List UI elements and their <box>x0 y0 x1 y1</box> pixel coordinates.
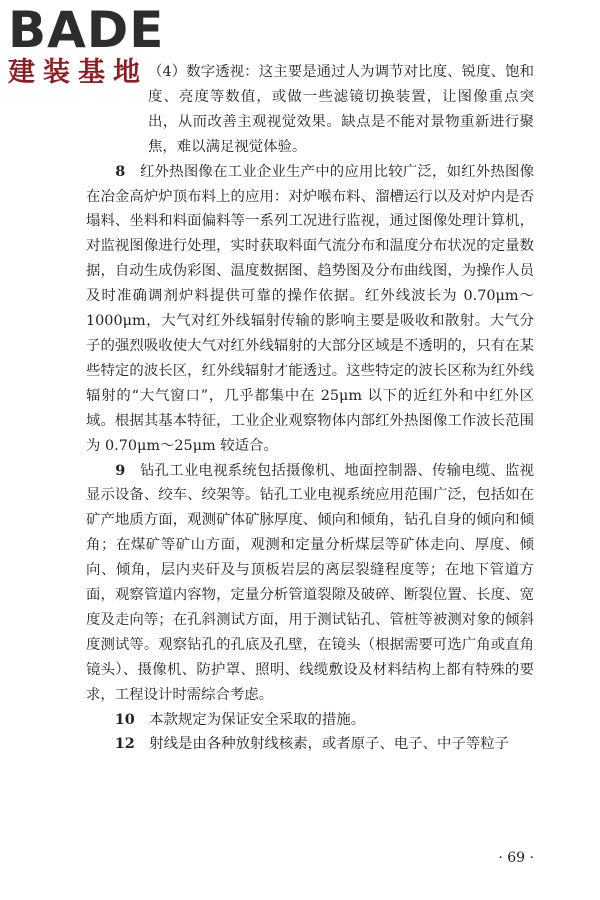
clause-number: 9 <box>115 461 126 479</box>
page-number: · 69 · <box>498 850 534 866</box>
paragraph-text: 射线是由各种放射线核素，或者原子、电子、中子等粒子 <box>149 736 510 753</box>
logo-subtitle: 建装基地 <box>8 57 148 88</box>
paragraph-12 <box>86 732 534 757</box>
paragraph-9 <box>86 459 534 708</box>
paragraph-text: 红外热图像在工业企业生产中的应用比较广泛，如红外热图像在冶金高炉炉顶布料上的应用：对炉喉布料、溜槽运行以及对炉内是否塌料、坐料和料面偏料等一系列工况进行监视，通过图像处理计算机，对监视图像进行处理，实时获取料面气流分布和温度分布状况的定量数据，自动生成伪彩图、温度数据图、趋势图及分布曲线图，为操作人员及时准确调剂炉料提供可靠的操作依据。红外线波长为 0.70μm～1000μm，大气对红外线辐射传输的影响主要是吸收和散射。大气分子的强烈吸收使大气对红外线辐射的大部分区域是不透明的，只有在某些特定的波长区，红外线辐射才能透过。这些特定的波长区称为红外线辐射的“大气窗口”，几乎都集中在 25μm 以下的近红外和中红外区域。根据其基本特征，工业企业观察物体内部红外热图像工作波长范围为 0.70μm～25μm 较适合。 <box>86 163 534 454</box>
paragraph-8 <box>86 160 534 459</box>
clause-number: 10 <box>114 710 135 728</box>
paragraph-text: 本款规定为保证安全采取的措施。 <box>149 711 366 728</box>
paragraph-continued <box>86 60 534 160</box>
logo-word: BADE <box>8 1 165 59</box>
clause-number: 12 <box>114 735 135 753</box>
paragraph-10 <box>86 708 534 733</box>
document-body <box>86 60 534 757</box>
paragraph-text: （4）数字透视：这主要是通过人为调节对比度、锐度、饱和度、亮度等数值，或做一些滤镜切换装置，让图像重点突出，从而改善主观视觉效果。缺点是不能对景物重新进行聚焦，难以满足视觉体验。 <box>148 64 534 155</box>
paragraph-text: 钻孔工业电视系统包括摄像机、地面控制器、传输电缆、监视显示设备、绞车、绞架等。钻孔工业电视系统应用范围广泛，包括如在矿产地质方面，观测矿体矿脉厚度、倾向和倾角，钻孔自身的倾向和倾角；在煤矿等矿山方面，观测和定量分析煤层等矿体走向、厚度、倾向、倾角，层内夹矸及与顶板岩层的离层裂缝程度等；在地下管道方面，观察管道内容物，定量分析管道裂隙及破碎、断裂位置、长度、宽度及走向等；在孔斜测试方面，用于测试钻孔、管桩等被测对象的倾斜度测试等。观察钻孔的孔底及孔壁，在镜头（根据需要可选广角或直角镜头）、摄像机、防护罩、照明、线缆敷设及材料结构上都有特殊的要求，工程设计时需综合考虑。 <box>86 462 534 703</box>
clause-number: 8 <box>115 162 126 180</box>
